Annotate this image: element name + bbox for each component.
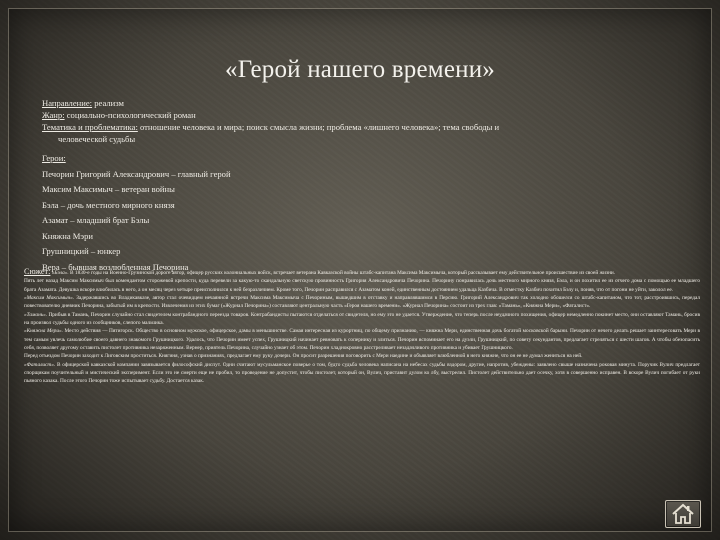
plot-paragraph: Перед отъездом Печорин заходит к Лиговским проститься. Княгиня, узнав о признаниях, предлагает ему руку дочери. Он просит разрешения поговорить с Мери наедине и объявляет влюбленной в него княжне, что он ее не думал жениться на ней. [24,353,583,360]
plot-paragraph: В 1830-е годы на Военно-Грузинской дороге автор, офицер русских колониальных войск, встречает ветерана Кавказской войны штабс-капитана Максима Максимыча, который рассказывает ему действительное происшествие из своей жизни. [68,270,616,276]
chapter-tag: «Фаталист». [24,361,56,368]
plot-paragraph-6 [24,361,700,386]
plot-paragraph: Прибыв в Тамань, Печорин случайно стал свидетелем контрабандного переезда товаров. Контрабандисты пытаются отделаться от свидетеля, но ему это не удается. Утверждение, что теперь после неудачного похищения, офицер немедленно покинет место, они оставляют Тамань, бросив на произвол судьбы одного из сообщников, слепого мальчика. [24,311,700,327]
chapter-tag: «Максим Максимыч». [24,295,75,302]
chapter-tag: «Тамань». [24,311,48,318]
genre-value: социально-психологический роман [64,110,196,120]
characters-heading: Герои: [42,153,66,163]
plot-paragraph: Пять лет назад Максим Максимыч был комендантом сторожевой крепости, куда перевели за какую-то скандальную светскую провинность Григория Александровича Печорина. Печорину понравилась дочь местного мирного князя, Бэла, и он похитил ее из отчего дома с помощью ее младшего брата Азамата. Девушка вскоре влюбилась в него, а он месяц через четыре преисполнился к ней безразличием. Кроме того, Печорин расправился с Азаматом коней, единственным достоянием удальца Казбича. В отместку Казбич похитил Бэлу и, поняв, что от погони не уйти, заколол ее. [24,278,700,293]
theme-value: отношение человека и мира; поиск смысла жизни; проблема «лишнего человека»; тема свободы и [137,122,500,132]
plot-paragraph-3 [24,311,700,328]
theme-value-cont: человеческой судьбы [58,134,136,144]
character-item: Печорин Григорий Александрович – главный герой [42,168,231,179]
plot-paragraph: Место действия — Пятигорск. Общество в основном мужское, офицерское, дамы в меньшинстве. Самая интересная из курортниц, по общему признанию, — княжна Мери, единственная дочь богатой московской барыни. Печорин от нечего делать решает заинтересовать Мери в тем самым увлечь самолюбие своего давнего знакомого Грушницкого. Удалось, что Печорин имеет успех, Грушницкий начинает ревновать к сопернику и злиться. Печорин вспоминает его на дуэли, Грушницкий, по совету секундантов, предлагает стреляться с шести шагов. А чтобы обезопасить себя, позволяет другому оставить пистолет противника незаряженным. Вернер, приятель Печорина, случайно узнает об этом. Печорин хладнокровно расстреливает незадачливого противника и убивает Грушницкого. [24,328,700,352]
character-item: Максим Максимыч – ветеран войны [42,184,175,194]
direction-row [42,97,682,109]
character-item: Вера – бывшая возлюбленная Печорина [42,261,189,272]
theme-label: Тематика и проблематика: [42,122,138,132]
page-title: «Герой нашего времени» [225,56,495,83]
chapter-tag: «Княжна Мери». [24,328,63,335]
character-item: Бэла – дочь местного мирного князя [42,199,175,210]
plot-text [24,268,700,386]
plot-paragraph-4 [24,327,700,352]
characters-list [42,151,231,275]
plot-paragraph: В офицерской кавказской компании завязывается философский диспут. Одни считают мусульманское поверье о том, будто судьба человека написана на небесах судьбы вздором, другие, напротив, убеждены: заявлено свыше назначена роковая минута. Поручик Вулич предлагает спорщикам поучительный и мистический эксперимент. Если это не смерти еще не пробил, то проведение не допустит, чтобы пистолет, который он, Вулич, приставит дулом ко лбу, выстрелил. Пистолет действительно дает осечку, хотя в совершенно исправен. В вскоре Вулич погибает от руки пьяного казака. После этого Печорин тоже испытывает судьбу. Достается казак. [24,361,700,385]
home-icon [671,503,695,525]
character-item: Грушницкий – юнкер [42,246,121,256]
theme-row [42,121,682,145]
character-item: Княжна Мэри [42,230,94,241]
direction-value: реализм [92,98,124,108]
plot-paragraph: Задержавшись во Владикавказе, автор стал очевидцем нечаянной встречи Максима Максимыча с Печориным, вышедшим в отставку и направлявшимся в Персию. Григорий Александрович так холодно обошелся со штабс-капитаном, что тот, расстроившись, передал повествователю дневник Печорина, забытый им в крепости. Извлечения из этих бумаг («Журнал Печорина») составляют центральную часть «Героя нашего времени». «Журнал Печорина» состоит из трех глав: «Тамань», «Княжна Мери», «Фаталист». [24,295,700,310]
plot-paragraph-2 [24,294,700,311]
home-button[interactable] [665,500,701,528]
plot-label: Сюжет: [24,267,51,276]
genre-row [42,109,682,121]
plot-intro [24,268,700,277]
direction-label: Направление: [42,98,93,108]
character-item: Азамат – младший брат Бэлы [42,215,150,225]
meta-block [42,97,682,145]
genre-label: Жанр: [42,110,65,120]
chapter-tag: «Бэла». [51,270,69,276]
